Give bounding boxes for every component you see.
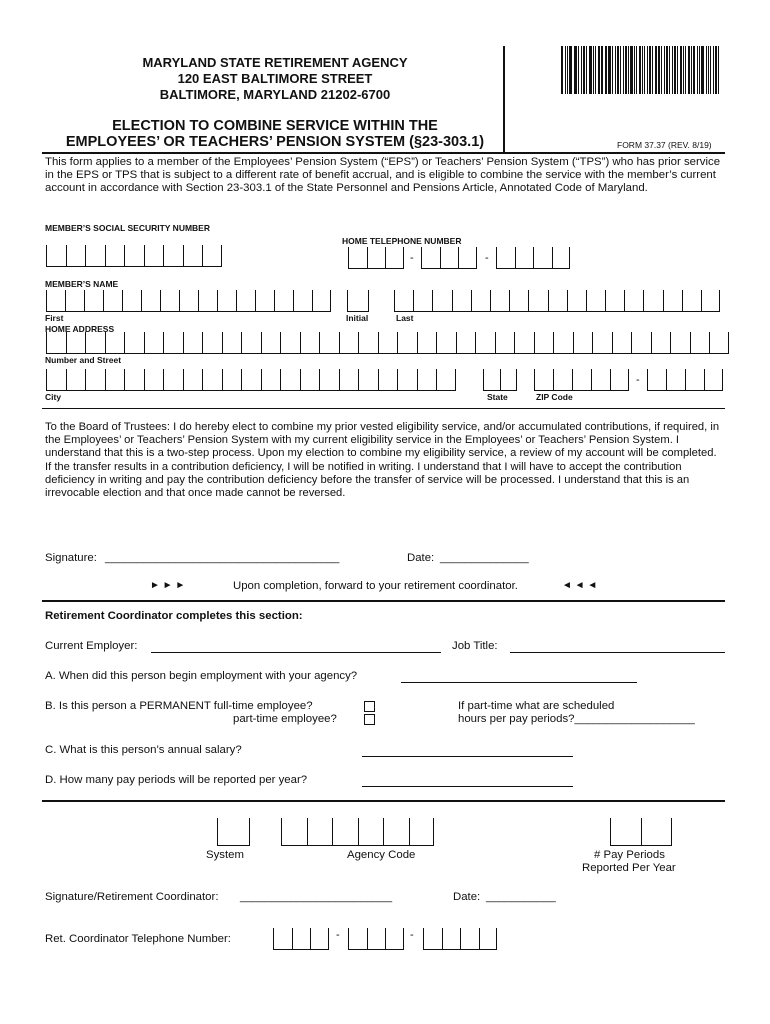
- barcode-bar: [661, 46, 662, 94]
- comb-cell[interactable]: [514, 332, 534, 354]
- comb-cell[interactable]: [319, 332, 339, 354]
- comb-cell[interactable]: [222, 332, 242, 354]
- comb-cell[interactable]: [348, 928, 367, 950]
- comb-cell[interactable]: [144, 369, 164, 391]
- comb-cell[interactable]: [319, 369, 339, 391]
- comb-cell[interactable]: [704, 369, 723, 391]
- comb-cell[interactable]: [552, 247, 571, 269]
- signature-label: Signature:: [45, 552, 97, 564]
- comb-cell[interactable]: [66, 245, 86, 267]
- barcode-bar: [677, 46, 678, 94]
- coordinator-date-field[interactable]: ___________: [486, 891, 556, 903]
- barcode-bar: [623, 46, 624, 94]
- date-field[interactable]: ______________: [440, 552, 529, 564]
- comb-cell[interactable]: [378, 369, 398, 391]
- comb-cell[interactable]: [367, 247, 386, 269]
- question-b-fulltime: B. Is this person a PERMANENT full-time employee?: [45, 700, 313, 712]
- comb-cell[interactable]: [358, 818, 384, 846]
- comb-cell[interactable]: [312, 290, 331, 312]
- comb-cell[interactable]: [160, 290, 179, 312]
- initial-input[interactable]: [347, 290, 369, 312]
- agency-code-label: Agency Code: [347, 849, 416, 861]
- comb-cell[interactable]: [528, 290, 547, 312]
- barcode-bar: [655, 46, 658, 94]
- comb-cell[interactable]: [300, 369, 320, 391]
- barcode-bar: [581, 46, 582, 94]
- barcode-bar: [612, 46, 613, 94]
- first-name-input[interactable]: [46, 290, 331, 312]
- comb-cell[interactable]: [709, 332, 729, 354]
- comb-cell[interactable]: [105, 332, 125, 354]
- job-title-label: Job Title:: [452, 640, 498, 652]
- phone-area-input[interactable]: [348, 247, 404, 269]
- comb-cell[interactable]: [610, 369, 629, 391]
- system-code-input[interactable]: [217, 818, 250, 846]
- comb-cell[interactable]: [651, 332, 671, 354]
- header-rule: [42, 152, 725, 154]
- comb-cell[interactable]: [358, 332, 378, 354]
- comb-cell[interactable]: [641, 818, 672, 846]
- comb-cell[interactable]: [533, 247, 552, 269]
- fulltime-checkbox[interactable]: [364, 701, 375, 712]
- comb-cell[interactable]: [124, 332, 144, 354]
- comb-cell[interactable]: [460, 928, 479, 950]
- barcode-bar: [669, 46, 670, 94]
- coordinator-signature-label: Signature/Retirement Coordinator:: [45, 891, 219, 903]
- barcode-bar: [708, 46, 710, 94]
- comb-cell[interactable]: [471, 290, 490, 312]
- forward-arrows-left: ► ► ►: [150, 580, 186, 591]
- barcode-bar: [658, 46, 660, 94]
- comb-cell[interactable]: [163, 369, 183, 391]
- barcode-bar: [630, 46, 633, 94]
- question-d: D. How many pay periods will be reported per year?: [45, 774, 308, 786]
- agency-code-input[interactable]: [281, 818, 434, 846]
- ssn-label: MEMBER’S SOCIAL SECURITY NUMBER: [45, 223, 210, 233]
- comb-cell[interactable]: [458, 247, 477, 269]
- comb-cell[interactable]: [183, 245, 203, 267]
- barcode-bar: [647, 46, 648, 94]
- street-label: Number and Street: [45, 355, 122, 365]
- coordinator-rule: [42, 600, 725, 602]
- comb-cell[interactable]: [85, 332, 105, 354]
- comb-cell[interactable]: [397, 332, 417, 354]
- comb-cell[interactable]: [592, 332, 612, 354]
- comb-cell[interactable]: [124, 245, 144, 267]
- comb-cell[interactable]: [280, 369, 300, 391]
- comb-cell[interactable]: [394, 290, 413, 312]
- comb-cell[interactable]: [385, 928, 404, 950]
- comb-cell[interactable]: [452, 290, 471, 312]
- city-input[interactable]: [46, 369, 456, 391]
- barcode-bar: [605, 46, 607, 94]
- comb-cell[interactable]: [383, 818, 409, 846]
- comb-cell[interactable]: [573, 332, 593, 354]
- comb-cell[interactable]: [198, 290, 217, 312]
- barcode-bar: [574, 46, 575, 94]
- home-address-label: HOME ADDRESS: [45, 324, 115, 334]
- comb-cell[interactable]: [572, 369, 591, 391]
- comb-cell[interactable]: [332, 818, 358, 846]
- barcode-bar: [674, 46, 676, 94]
- comb-cell[interactable]: [281, 818, 307, 846]
- barcode-bar: [693, 46, 695, 94]
- election-statement: To the Board of Trustees: I do hereby elect to combine my prior vested eligibility service, and/or accumulated contributions, if required, in the Employees’ or Teachers’ Pension System with my current eligibility service in the Employees’ or Teachers’ Pension System. I understand that this is a two-step process. Upon my election to combine my eligibility service, a review of my account will be completed. If the transfer results in a contribution deficiency, I will be notified in writing. I understand that I will have to accept the contribution deficiency in writing and pay the contribution deficiency before the transfer of service will be processed. I understand that this is an irrevocable election and that once made cannot be reversed.: [45, 421, 720, 500]
- agency-city: BALTIMORE, MARYLAND 21202-6700: [159, 87, 391, 102]
- comb-cell[interactable]: [534, 332, 554, 354]
- comb-cell[interactable]: [591, 369, 610, 391]
- comb-cell[interactable]: [261, 332, 281, 354]
- barcode-bar: [644, 46, 645, 94]
- parttime-checkbox[interactable]: [364, 714, 375, 725]
- comb-cell[interactable]: [292, 928, 311, 950]
- coordinator-date-label: Date:: [453, 891, 481, 903]
- comb-cell[interactable]: [663, 290, 682, 312]
- coordinator-phone-label: Ret. Coordinator Telephone Number:: [45, 933, 231, 945]
- comb-cell[interactable]: [202, 332, 222, 354]
- barcode-bar: [706, 46, 707, 94]
- comb-cell[interactable]: [553, 332, 573, 354]
- barcode-bar: [683, 46, 684, 94]
- zip-dash: -: [636, 374, 640, 386]
- barcode-bar: [602, 46, 603, 94]
- comb-cell[interactable]: [217, 818, 250, 846]
- intro-paragraph: This form applies to a member of the Employees’ Pension System (“EPS”) or Teachers’ Pension System (“TPS”) who has prior service in the EPS or TPS that is subject to a different rate of benefit accrual, and is eligible to combine the service with the member’s current account in accordance with Section 23-303.1 of the State Personnel and Pensions Article, Annotated Code of Maryland.: [45, 156, 721, 195]
- address-rule: [42, 408, 725, 409]
- barcode-bar: [680, 46, 683, 94]
- comb-cell[interactable]: [46, 290, 65, 312]
- comb-cell[interactable]: [241, 369, 261, 391]
- pay-periods-code-input[interactable]: [610, 818, 672, 846]
- comb-cell[interactable]: [300, 332, 320, 354]
- comb-cell[interactable]: [509, 290, 528, 312]
- comb-cell[interactable]: [46, 332, 66, 354]
- question-c: C. What is this person’s annual salary?: [45, 744, 242, 756]
- member-name-label: MEMBER’S NAME: [45, 279, 119, 289]
- barcode-bar: [617, 46, 619, 94]
- barcode-bar: [589, 46, 592, 94]
- comb-cell[interactable]: [347, 290, 369, 312]
- comb-cell[interactable]: [567, 290, 586, 312]
- barcode-bar: [586, 46, 587, 94]
- city-label: City: [45, 392, 62, 402]
- comb-cell[interactable]: [436, 369, 456, 391]
- comb-cell[interactable]: [367, 928, 386, 950]
- coord-phone-area-input[interactable]: [273, 928, 329, 950]
- zip-input[interactable]: [534, 369, 629, 391]
- comb-cell[interactable]: [124, 369, 144, 391]
- agency-name: MARYLAND STATE RETIREMENT AGENCY: [142, 55, 408, 70]
- comb-cell[interactable]: [307, 818, 333, 846]
- comb-cell[interactable]: [548, 290, 567, 312]
- comb-cell[interactable]: [409, 818, 435, 846]
- form-title-line1: ELECTION TO COMBINE SERVICE WITHIN THE: [112, 118, 438, 134]
- codes-rule: [42, 800, 725, 802]
- comb-cell[interactable]: [144, 332, 164, 354]
- barcode-bar: [625, 46, 627, 94]
- barcode-bar: [718, 46, 719, 94]
- comb-cell[interactable]: [605, 290, 624, 312]
- comb-cell[interactable]: [85, 245, 105, 267]
- signature-field[interactable]: _____________________________________: [105, 552, 340, 564]
- coord-phone-dash-1: -: [336, 929, 340, 941]
- forward-arrows-right: ◄ ◄ ◄: [562, 580, 598, 591]
- comb-cell[interactable]: [553, 369, 572, 391]
- comb-cell[interactable]: [378, 332, 398, 354]
- comb-cell[interactable]: [440, 247, 459, 269]
- comb-cell[interactable]: [310, 928, 329, 950]
- comb-cell[interactable]: [666, 369, 685, 391]
- comb-cell[interactable]: [685, 369, 704, 391]
- barcode-bar: [688, 46, 690, 94]
- comb-cell[interactable]: [179, 290, 198, 312]
- zip-label: ZIP Code: [536, 392, 573, 402]
- comb-cell[interactable]: [293, 290, 312, 312]
- comb-cell[interactable]: [413, 290, 432, 312]
- barcode-bar: [567, 46, 568, 94]
- coord-phone-prefix-input[interactable]: [348, 928, 404, 950]
- coord-phone-dash-2: -: [410, 929, 414, 941]
- barcode-bar: [628, 46, 629, 94]
- coord-phone-line-input[interactable]: [423, 928, 497, 950]
- barcode-bar: [561, 46, 563, 94]
- barcode-bar: [652, 46, 653, 94]
- barcode-bar: [642, 46, 643, 94]
- question-b-parttime: part-time employee?: [233, 713, 337, 725]
- form-number: FORM 37.37 (REV. 8/19): [617, 140, 712, 150]
- ssn-input[interactable]: [46, 245, 222, 267]
- comb-cell[interactable]: [105, 369, 125, 391]
- comb-cell[interactable]: [682, 290, 701, 312]
- pay-periods-label-2: Reported Per Year: [582, 862, 676, 874]
- comb-cell[interactable]: [66, 369, 86, 391]
- barcode-bar: [615, 46, 616, 94]
- comb-cell[interactable]: [624, 290, 643, 312]
- barcode-bar: [672, 46, 673, 94]
- employment-start-field[interactable]: [401, 682, 637, 683]
- comb-cell[interactable]: [202, 245, 222, 267]
- employer-label: Current Employer:: [45, 640, 138, 652]
- job-title-field[interactable]: [510, 652, 725, 653]
- scheduled-hours-label-1: If part-time what are scheduled: [458, 700, 615, 712]
- comb-cell[interactable]: [690, 332, 710, 354]
- comb-cell[interactable]: [500, 369, 517, 391]
- barcode-bar: [565, 46, 566, 94]
- comb-cell[interactable]: [103, 290, 122, 312]
- coordinator-heading: Retirement Coordinator completes this section:: [45, 610, 303, 622]
- comb-cell[interactable]: [273, 928, 292, 950]
- comb-cell[interactable]: [456, 332, 476, 354]
- comb-cell[interactable]: [144, 245, 164, 267]
- barcode-bar: [649, 46, 651, 94]
- comb-cell[interactable]: [163, 245, 183, 267]
- forward-instruction: Upon completion, forward to your retirement coordinator.: [233, 580, 518, 592]
- agency-street: 120 EAST BALTIMORE STREET: [177, 71, 373, 86]
- zip-ext-input[interactable]: [647, 369, 723, 391]
- comb-cell[interactable]: [421, 247, 440, 269]
- barcode-bar: [710, 46, 711, 94]
- comb-cell[interactable]: [515, 247, 534, 269]
- salary-field[interactable]: [362, 756, 573, 757]
- comb-cell[interactable]: [586, 290, 605, 312]
- comb-cell[interactable]: [490, 290, 509, 312]
- comb-cell[interactable]: [202, 369, 222, 391]
- barcode-bar: [575, 46, 577, 94]
- comb-cell[interactable]: [241, 332, 261, 354]
- comb-cell[interactable]: [610, 818, 641, 846]
- comb-cell[interactable]: [217, 290, 236, 312]
- comb-cell[interactable]: [701, 290, 720, 312]
- barcode-bar: [634, 46, 635, 94]
- last-name-label: Last: [396, 313, 414, 323]
- comb-cell[interactable]: [495, 332, 515, 354]
- comb-cell[interactable]: [417, 332, 437, 354]
- pay-periods-field[interactable]: [362, 786, 573, 787]
- barcode-bar: [685, 46, 686, 94]
- home-phone-label: HOME TELEPHONE NUMBER: [342, 236, 462, 246]
- comb-cell[interactable]: [612, 332, 632, 354]
- barcode-bar: [601, 46, 602, 94]
- comb-cell[interactable]: [483, 369, 500, 391]
- comb-cell[interactable]: [647, 369, 666, 391]
- comb-cell[interactable]: [339, 369, 359, 391]
- phone-dash-1: -: [410, 252, 414, 264]
- comb-cell[interactable]: [436, 332, 456, 354]
- scheduled-hours-label-2[interactable]: hours per pay periods?___________________: [458, 713, 695, 725]
- comb-cell[interactable]: [348, 247, 367, 269]
- comb-cell[interactable]: [65, 290, 84, 312]
- comb-cell[interactable]: [255, 290, 274, 312]
- comb-cell[interactable]: [479, 928, 498, 950]
- employer-field[interactable]: [151, 652, 441, 653]
- comb-cell[interactable]: [274, 290, 293, 312]
- barcode-bar: [691, 46, 692, 94]
- pay-periods-label-1: # Pay Periods: [594, 849, 665, 861]
- comb-cell[interactable]: [105, 245, 125, 267]
- barcode-bar: [583, 46, 585, 94]
- barcode-bar: [595, 46, 596, 94]
- comb-cell[interactable]: [631, 332, 651, 354]
- comb-cell[interactable]: [358, 369, 378, 391]
- barcode-bar: [593, 46, 594, 94]
- first-name-label: First: [45, 313, 64, 323]
- comb-cell[interactable]: [261, 369, 281, 391]
- comb-cell[interactable]: [670, 332, 690, 354]
- comb-cell[interactable]: [141, 290, 160, 312]
- comb-cell[interactable]: [84, 290, 103, 312]
- barcode-bar: [620, 46, 621, 94]
- street-input[interactable]: [46, 332, 729, 354]
- comb-cell[interactable]: [643, 290, 662, 312]
- comb-cell[interactable]: [534, 369, 553, 391]
- comb-cell[interactable]: [397, 369, 417, 391]
- comb-cell[interactable]: [46, 245, 66, 267]
- barcode: [561, 46, 721, 94]
- comb-cell[interactable]: [423, 928, 442, 950]
- barcode-bar: [664, 46, 665, 94]
- header-divider: [503, 46, 505, 152]
- comb-cell[interactable]: [236, 290, 255, 312]
- comb-cell[interactable]: [280, 332, 300, 354]
- state-label: State: [487, 392, 508, 402]
- coordinator-signature-field[interactable]: ________________________: [240, 891, 393, 903]
- comb-cell[interactable]: [222, 369, 242, 391]
- comb-cell[interactable]: [163, 332, 183, 354]
- barcode-bar: [713, 46, 714, 94]
- comb-cell[interactable]: [417, 369, 437, 391]
- last-name-input[interactable]: [394, 290, 720, 312]
- phone-line-input[interactable]: [496, 247, 570, 269]
- comb-cell[interactable]: [432, 290, 451, 312]
- comb-cell[interactable]: [496, 247, 515, 269]
- barcode-bar: [699, 46, 700, 94]
- barcode-bar: [569, 46, 572, 94]
- question-a: A. When did this person begin employment with your agency?: [45, 670, 358, 682]
- phone-prefix-input[interactable]: [421, 247, 477, 269]
- phone-dash-2: -: [485, 252, 489, 264]
- barcode-bar: [598, 46, 600, 94]
- comb-cell[interactable]: [183, 332, 203, 354]
- comb-cell[interactable]: [122, 290, 141, 312]
- barcode-bar: [697, 46, 698, 94]
- comb-cell[interactable]: [183, 369, 203, 391]
- barcode-bar: [639, 46, 641, 94]
- comb-cell[interactable]: [475, 332, 495, 354]
- comb-cell[interactable]: [385, 247, 404, 269]
- barcode-bar: [636, 46, 637, 94]
- comb-cell[interactable]: [339, 332, 359, 354]
- barcode-bar: [578, 46, 579, 94]
- date-label: Date:: [407, 552, 435, 564]
- form-title-line2: EMPLOYEES’ OR TEACHERS’ PENSION SYSTEM (§23-303.1): [65, 134, 485, 150]
- barcode-bar: [715, 46, 717, 94]
- comb-cell[interactable]: [46, 369, 66, 391]
- comb-cell[interactable]: [442, 928, 461, 950]
- initial-label: Initial: [346, 313, 369, 323]
- barcode-bar: [666, 46, 668, 94]
- comb-cell[interactable]: [85, 369, 105, 391]
- barcode-bar: [701, 46, 704, 94]
- comb-cell[interactable]: [66, 332, 86, 354]
- barcode-bar: [608, 46, 611, 94]
- system-label: System: [206, 849, 244, 861]
- state-input[interactable]: [483, 369, 517, 391]
